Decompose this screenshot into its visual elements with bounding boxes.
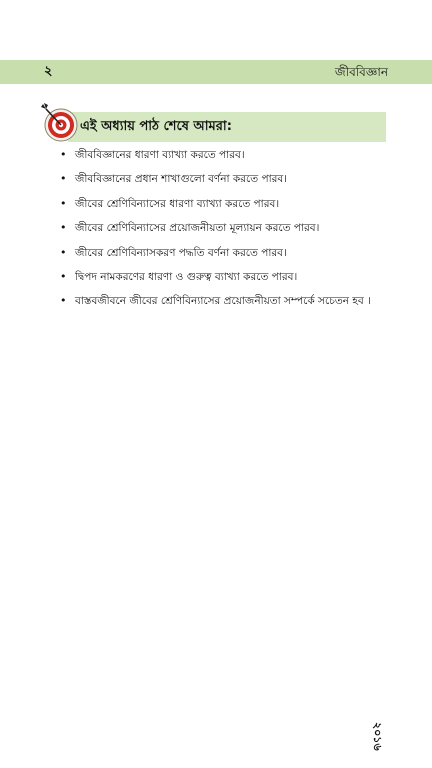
- page-header: [0, 60, 432, 84]
- bullet: •: [60, 245, 67, 259]
- subject-title: জীববিজ্ঞান: [334, 65, 388, 79]
- objective-text: জীবের শ্রেণিবিন্যাসের প্রয়োজনীয়তা মূল্যায়ন করতে পারব।: [75, 222, 320, 235]
- objective-text: বাস্তবজীবনে জীবের শ্রেণিবিন্যাসের প্রয়োজনীয়তা সম্পর্কে সচেতন হব ।: [75, 295, 371, 308]
- bullet: •: [60, 294, 67, 308]
- list-item: [60, 216, 400, 240]
- objective-text: জীববিজ্ঞানের ধারণা ব্যাখ্যা করতে পারব।: [75, 149, 245, 161]
- list-item: [60, 192, 400, 216]
- list-item: [60, 289, 400, 313]
- bullet: •: [60, 221, 67, 235]
- bullet: •: [60, 148, 67, 161]
- list-item: [60, 143, 400, 167]
- objectives-banner: [68, 112, 386, 142]
- objectives-list: [60, 143, 400, 314]
- list-item: [60, 265, 400, 289]
- target-icon: [40, 102, 78, 142]
- bullet: •: [60, 172, 67, 186]
- page-number: ২: [44, 64, 53, 79]
- objective-text: জীবের শ্রেণিবিন্যাসের ধারণা ব্যাখ্যা করতে পারব।: [75, 197, 280, 210]
- bullet: •: [60, 269, 67, 283]
- objective-text: জীববিজ্ঞানের প্রধান শাখাগুলো বর্ণনা করতে পারব।: [75, 173, 288, 186]
- list-item: [60, 167, 400, 191]
- bullet: •: [60, 196, 67, 210]
- objective-text: জীবের শ্রেণিবিন্যাসকরণ পদ্ধতি বর্ণনা করতে পারব।: [75, 246, 287, 259]
- year-label: ২০১৬: [371, 722, 384, 751]
- objective-text: দ্বিপদ নামকরণের ধারণা ও গুরুত্ব ব্যাখ্যা করতে পারব।: [75, 270, 298, 283]
- objectives-title: এই অধ্যায় পাঠ শেষে আমরা:: [80, 119, 232, 134]
- list-item: [60, 241, 400, 265]
